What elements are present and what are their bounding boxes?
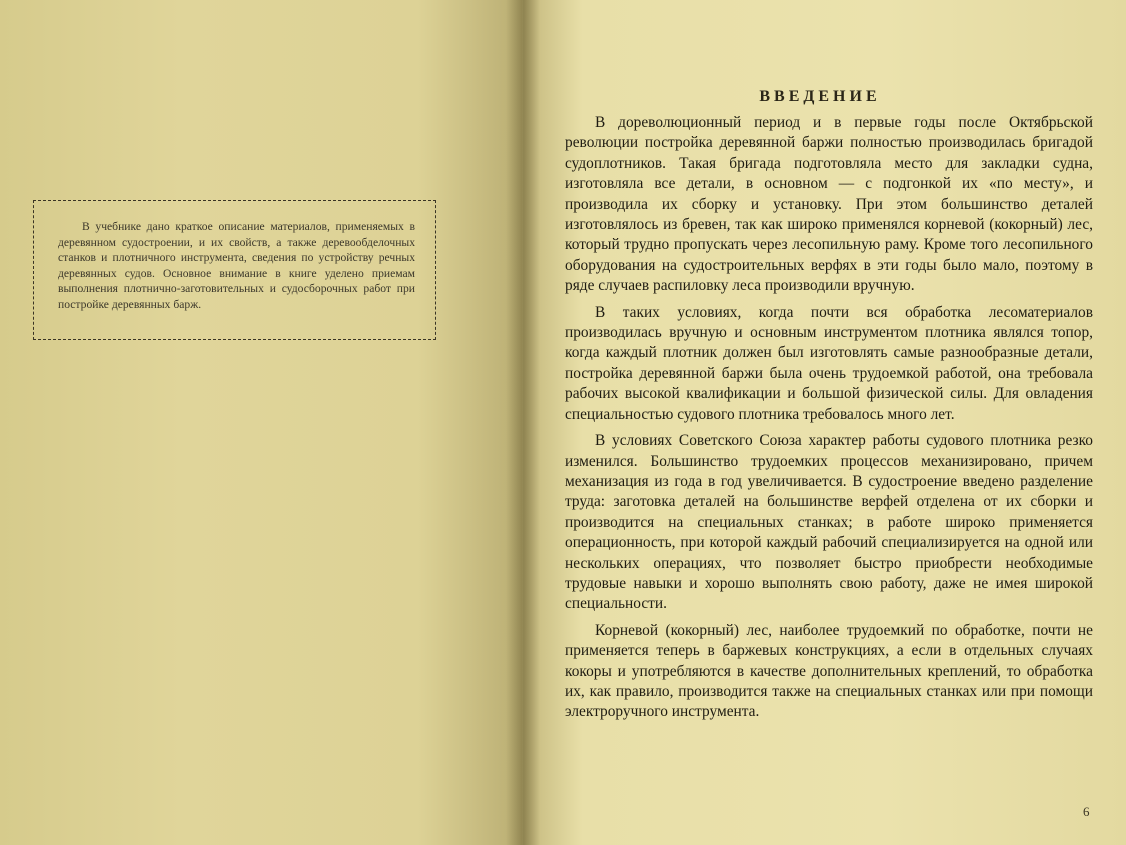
paragraph-1: В дореволюционный период и в первые годы после Октябрьской революции постройка деревянной баржи полностью производилась бригадой судоплотников. Такая бригада подготовляла место для закладки судна, изготовляла все детали, в основном — с подгонкой их «по месту», и производила их сборку и установку. При этом большинство деталей изготовлялось из бревен, так как широко применялся корневой (кокорный) лес, который трудно пропускать через лесопильную раму. Кроме того лесопильного оборудования на судостроительных верфях в эти годы было мало, поэтому в ряде случаев распиловку леса производили вручную. — [565, 114, 1093, 295]
abstract-box — [33, 200, 436, 340]
paragraph-3: В условиях Советского Союза характер работы судового плотника резко изменился. Большинство трудоемких процессов механизировано, причем механизация из года в год увеличивается. В судостроение введено разделение труда: заготовка деталей на большинстве верфей отделена от их сборки и производится на специальных станках; в работе широко применяется операционность, при которой каждый рабочий специализируется на одной или нескольких операциях, что позволяет быстро приобрести необходимые трудовые навыки и хорошо выполнять свою работу, даже не имея широкой специальности. — [565, 432, 1093, 613]
paragraph-4: Корневой (кокорный) лес, наиболее трудоемкий по обработке, почти не применяется теперь в баржевых конструкциях, а если в отдельных случаях кокоры и употребляются в качестве дополнительных креплений, то обработка их, как правило, производится также на специальных станках или при помощи электроручного инструмента. — [565, 621, 1093, 721]
introduction-text — [565, 113, 1093, 729]
chapter-title: ВВЕДЕНИЕ — [759, 88, 881, 105]
paragraph-2: В таких условиях, когда почти вся обработка лесоматериалов производилась вручную и основным инструментом плотника являлся топор, когда каждый плотник должен был изготовлять самые разнообразные детали, постройка деревянной баржи была очень трудоемкой работой, она требовала рабочих высокой квалификации и большой физической силы. Для овладения специальностью судового плотника требовалось много лет. — [565, 303, 1093, 423]
page-number: 6 — [1083, 804, 1090, 819]
abstract-text: В учебнике дано краткое описание материалов, применяемых в деревянном судостроении, и их свойств, а также деревообделочных станков и плотничного инструмента, сведения по устройству речных деревянных судов. Основное внимание в книге уделено приемам выполнения плотнично-заготовительных и судосборочных работ при постройке деревянных барж. — [58, 220, 415, 311]
left-page — [0, 0, 522, 845]
book-gutter — [506, 0, 540, 845]
